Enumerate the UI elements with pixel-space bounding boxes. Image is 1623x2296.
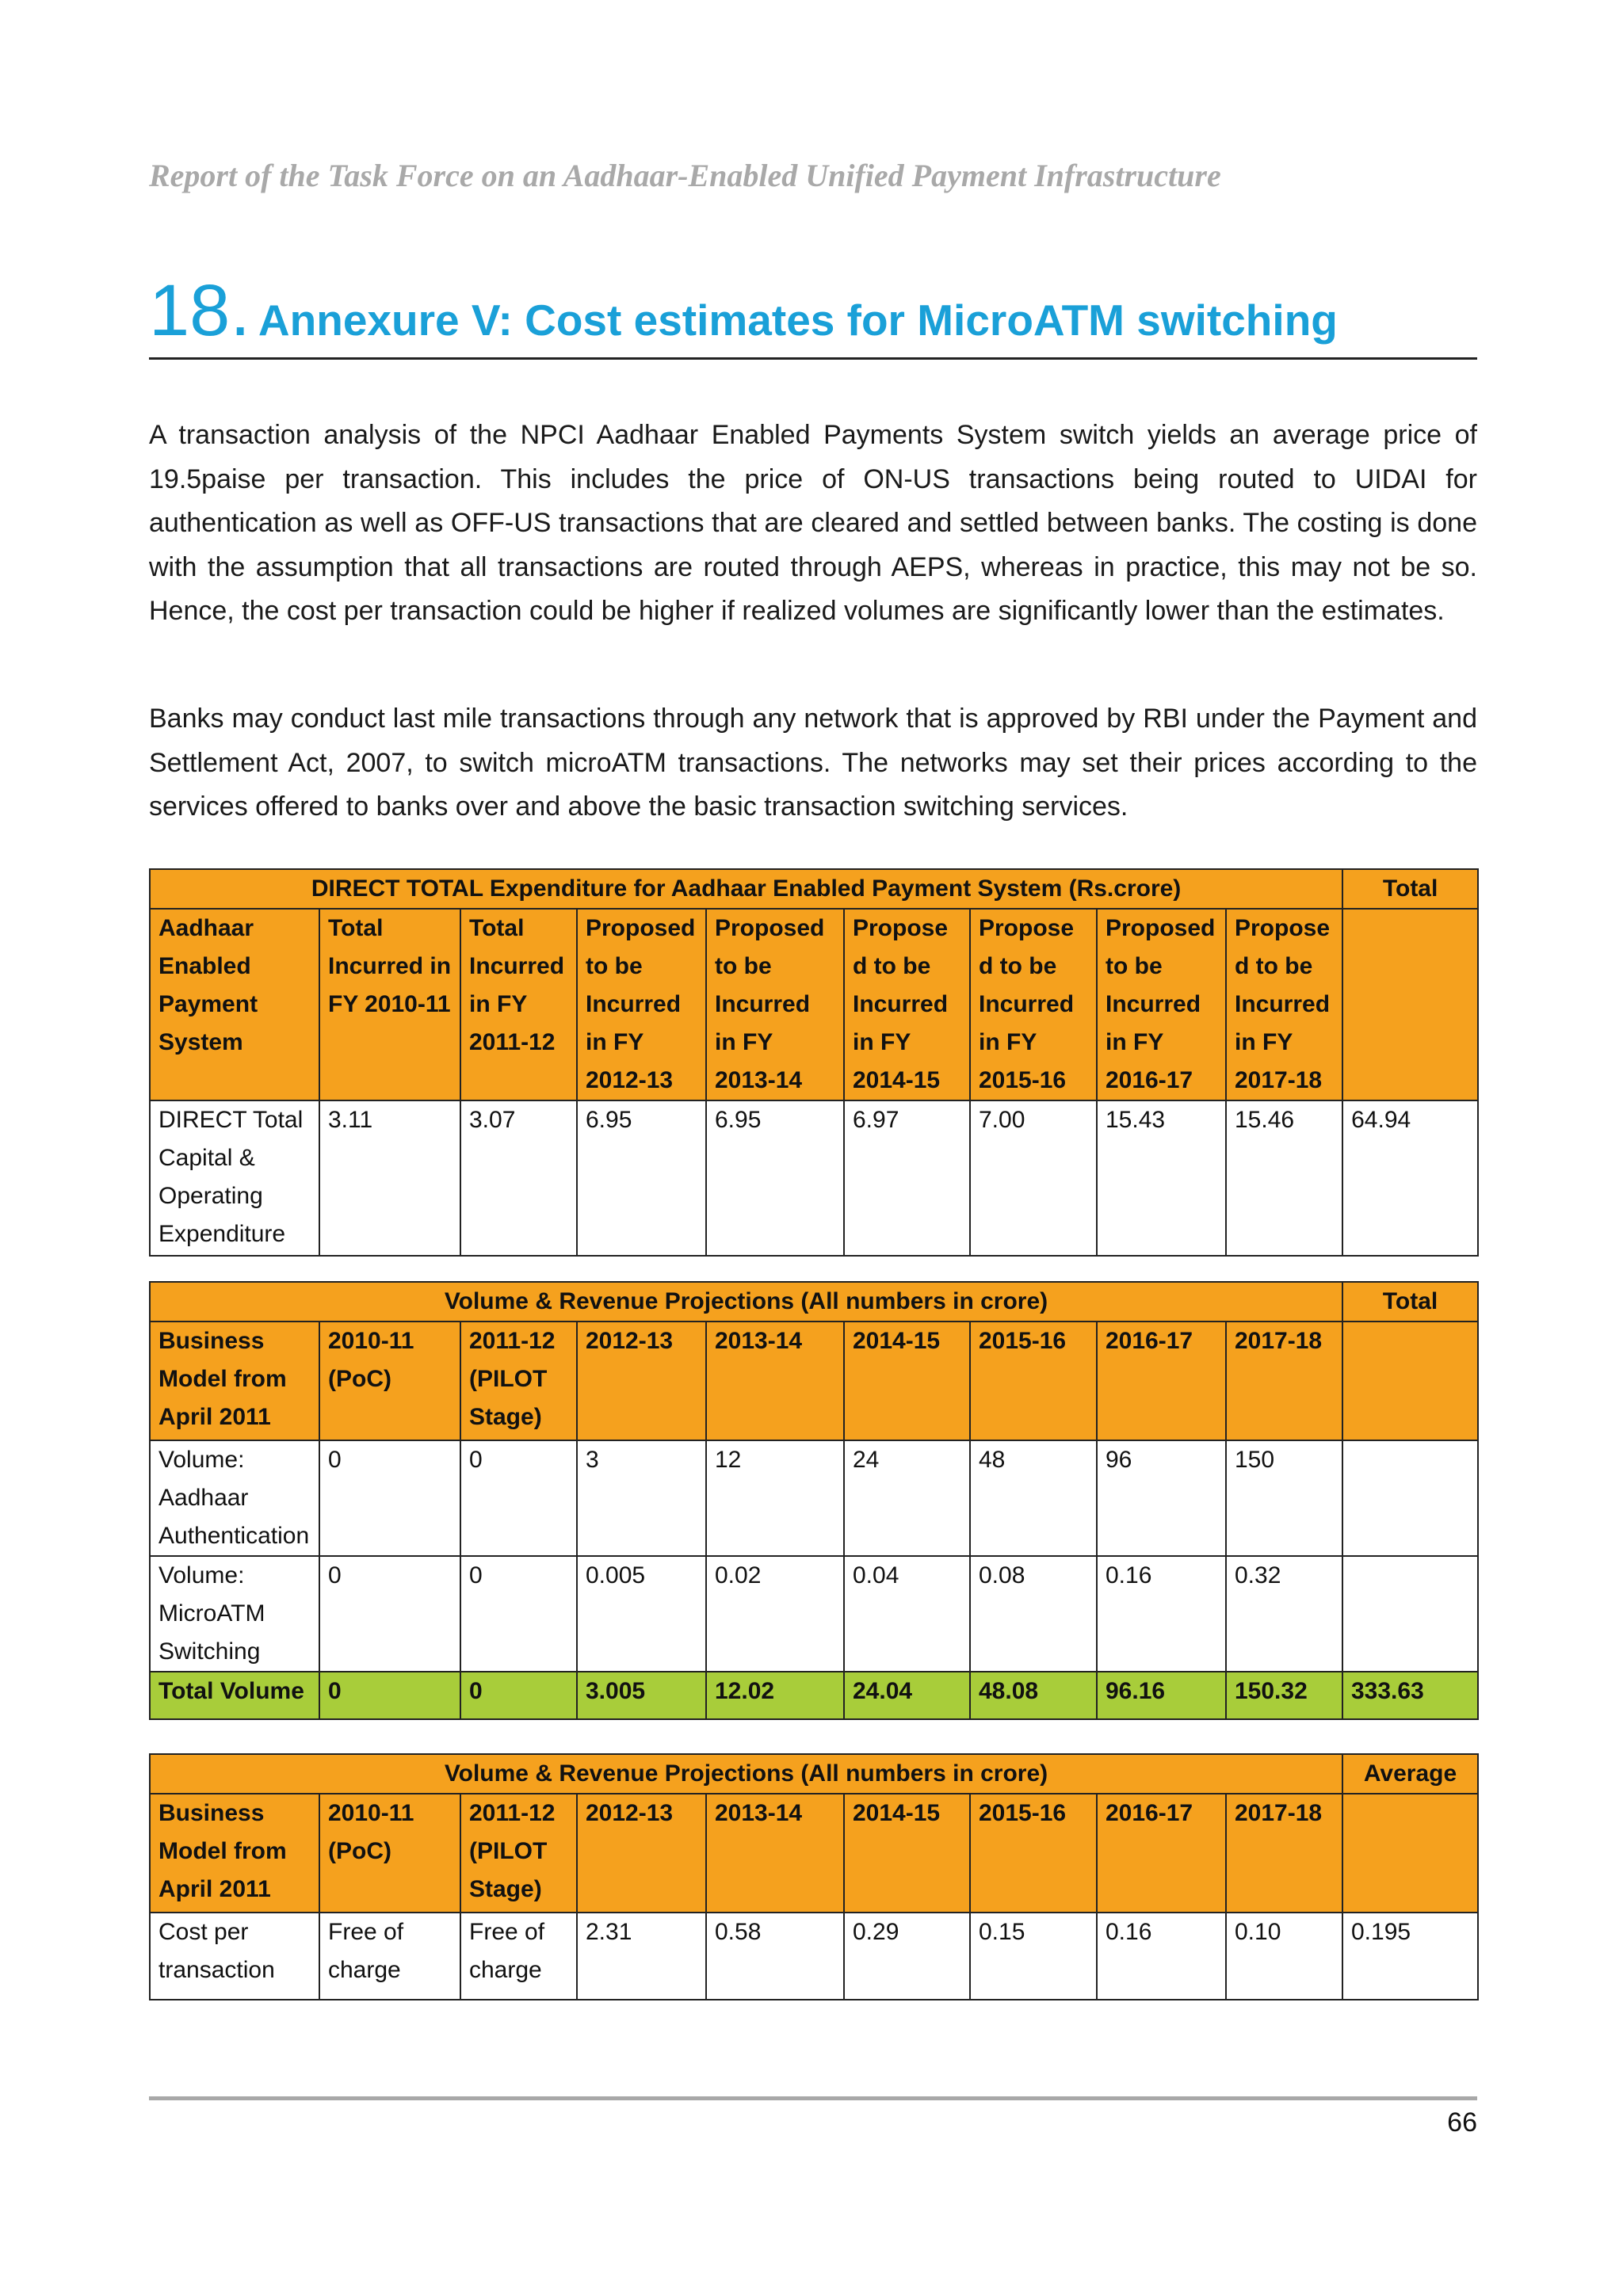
column-header: Business Model from April 2011 [150,1322,319,1440]
body-paragraph: Banks may conduct last mile transactions through any network that is approved by RBI under the Payment and Settlement Act, 2007, to switch microATM transactions. The networks may set their prices according to the services offered to banks over and above the basic transaction switching services. [149,704,1477,822]
column-header: 2011-12 (PILOT Stage) [460,1794,577,1913]
column-header: 2015-16 [970,1794,1097,1913]
total-row [150,1672,1478,1719]
table-row [150,1100,1478,1256]
table-cell: 333.63 [1342,1672,1478,1719]
table-cell: Cost per transaction [150,1913,319,2000]
table-cell: 0.08 [970,1556,1097,1672]
table-cell: 0 [319,1556,460,1672]
column-header: 2010-11 (PoC) [319,1322,460,1440]
table-cell: 0.195 [1342,1913,1478,2000]
volume-projections-table [149,1281,1479,1720]
column-header: 2010-11 (PoC) [319,1794,460,1913]
table-caption: Volume & Revenue Projections (All numbers in crore) [150,1754,1342,1794]
table-cell: 3 [577,1440,706,1556]
body-paragraph: A transaction analysis of the NPCI Aadhaar Enabled Payments System switch yields an average price of 19.5paise per transaction. This includes the price of ON-US transactions being routed to UIDAI for authentication as well as OFF-US transactions that are cleared and settled between banks. The costing is done with the assumption that all transactions are routed through AEPS, whereas in practice, this may not be so. Hence, the cost per transaction could be higher if realized volumes are significantly lower than the estimates. [149,420,1477,626]
table-row [150,1440,1478,1556]
table-cell [1342,1440,1478,1556]
column-header: Proposed to be Incurred in FY 2017-18 [1226,909,1342,1100]
table-cell: Volume: Aadhaar Authentication [150,1440,319,1556]
column-header [1342,909,1478,1100]
table-cell: 0 [460,1556,577,1672]
table-cell: 0.04 [844,1556,970,1672]
table-cell: 3.11 [319,1100,460,1256]
table-row [150,1556,1478,1672]
table-cell: 6.95 [577,1100,706,1256]
table-cell: 0.29 [844,1913,970,2000]
table-cell: 96 [1097,1440,1226,1556]
column-header: 2013-14 [706,1322,844,1440]
column-header: Proposed to be Incurred in FY 2016-17 [1097,909,1226,1100]
column-header: 2016-17 [1097,1322,1226,1440]
table-cell: 0.005 [577,1556,706,1672]
table-cell: 96.16 [1097,1672,1226,1719]
table-cell: 64.94 [1342,1100,1478,1256]
column-header: Proposed to be Incurred in FY 2012-13 [577,909,706,1100]
table-cell: 6.95 [706,1100,844,1256]
table-cell: 0.15 [970,1913,1097,2000]
column-header: 2017-18 [1226,1322,1342,1440]
expenditure-table [149,868,1479,1257]
table-cell: 0.16 [1097,1913,1226,2000]
column-header: Aadhaar Enabled Payment System [150,909,319,1100]
table-cell: 0.10 [1226,1913,1342,2000]
table-cell: 48.08 [970,1672,1097,1719]
column-header: 2014-15 [844,1794,970,1913]
column-header: Total Incurred in FY 2011-12 [460,909,577,1100]
table-total-label: Total [1342,1282,1478,1322]
column-header [1342,1794,1478,1913]
table-caption: DIRECT TOTAL Expenditure for Aadhaar Enabled Payment System (Rs.crore) [150,869,1342,909]
table-total-label: Average [1342,1754,1478,1794]
table-cell: 15.46 [1226,1100,1342,1256]
column-header: 2012-13 [577,1322,706,1440]
chapter-heading [149,269,1477,360]
table-caption: Volume & Revenue Projections (All numbers in crore) [150,1282,1342,1322]
column-header: Proposed to be Incurred in FY 2014-15 [844,909,970,1100]
table-total-label: Total [1342,869,1478,909]
footer-rule [149,2096,1477,2100]
table-cell: 0.58 [706,1913,844,2000]
running-header: Report of the Task Force on an Aadhaar-Enabled Unified Payment Infrastructure [149,158,1221,193]
column-header: 2016-17 [1097,1794,1226,1913]
table-cell: 24.04 [844,1672,970,1719]
column-header: 2015-16 [970,1322,1097,1440]
column-header: Proposed to be Incurred in FY 2013-14 [706,909,844,1100]
table-cell: 0 [460,1672,577,1719]
table-cell: 12 [706,1440,844,1556]
column-header: 2012-13 [577,1794,706,1913]
table-cell: 150 [1226,1440,1342,1556]
column-header [1342,1322,1478,1440]
table-row [150,1913,1478,2000]
cost-per-transaction-table [149,1753,1479,2000]
column-header: Total Incurred in FY 2010-11 [319,909,460,1100]
table-cell: DIRECT Total Capital & Operating Expenditure [150,1100,319,1256]
table-cell: 12.02 [706,1672,844,1719]
table-cell: Volume: MicroATM Switching [150,1556,319,1672]
column-header: 2014-15 [844,1322,970,1440]
chapter-number: 18. [149,270,250,351]
table-cell: Free of charge [460,1913,577,2000]
page-number: 66 [1447,2107,1477,2138]
table-cell: 0.16 [1097,1556,1226,1672]
table-cell: 0 [460,1440,577,1556]
column-header: 2011-12 (PILOT Stage) [460,1322,577,1440]
table-cell [1342,1556,1478,1672]
column-header: 2017-18 [1226,1794,1342,1913]
table-cell: 15.43 [1097,1100,1226,1256]
table-cell: 48 [970,1440,1097,1556]
table-cell: 0 [319,1672,460,1719]
table-cell: 6.97 [844,1100,970,1256]
table-cell: 2.31 [577,1913,706,2000]
table-cell: Total Volume [150,1672,319,1719]
table-cell: 24 [844,1440,970,1556]
column-header: 2013-14 [706,1794,844,1913]
table-cell: 7.00 [970,1100,1097,1256]
table-cell: 0.32 [1226,1556,1342,1672]
table-cell: 0 [319,1440,460,1556]
table-cell: 150.32 [1226,1672,1342,1719]
table-cell: 3.07 [460,1100,577,1256]
chapter-title: Annexure V: Cost estimates for MicroATM switching [258,296,1338,345]
column-header: Proposed to be Incurred in FY 2015-16 [970,909,1097,1100]
table-cell: 3.005 [577,1672,706,1719]
table-cell: 0.02 [706,1556,844,1672]
table-cell: Free of charge [319,1913,460,2000]
column-header: Business Model from April 2011 [150,1794,319,1913]
